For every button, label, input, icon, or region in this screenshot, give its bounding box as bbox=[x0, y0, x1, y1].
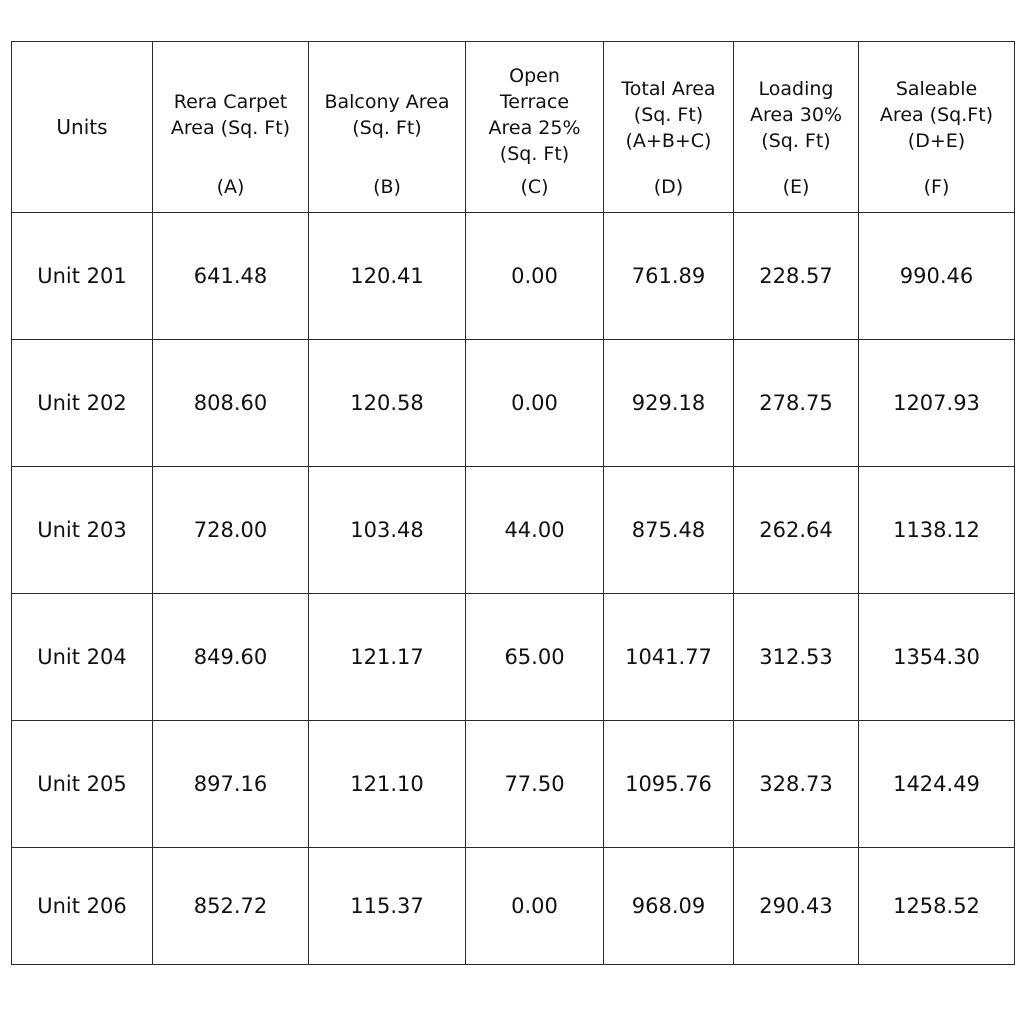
cell-loading-area: 262.64 bbox=[734, 467, 859, 594]
cell-open-terrace-area: 0.00 bbox=[466, 213, 604, 340]
cell-rera-carpet-area: 808.60 bbox=[153, 340, 309, 467]
table-row bbox=[12, 340, 1015, 467]
table-row bbox=[12, 594, 1015, 721]
header-label: Rera Carpet Area (Sq. Ft) bbox=[170, 91, 291, 139]
header-label: Balcony Area (Sq. Ft) bbox=[324, 91, 450, 139]
header-letter: (D) bbox=[653, 176, 684, 198]
cell-unit: Unit 203 bbox=[12, 467, 153, 594]
cell-balcony-area: 115.37 bbox=[309, 848, 466, 965]
cell-total-area: 761.89 bbox=[604, 213, 734, 340]
cell-loading-area: 228.57 bbox=[734, 213, 859, 340]
cell-open-terrace-area: 77.50 bbox=[466, 721, 604, 848]
header-loading-area bbox=[734, 42, 859, 213]
header-letter: (B) bbox=[373, 176, 401, 198]
cell-loading-area: 328.73 bbox=[734, 721, 859, 848]
cell-unit: Unit 206 bbox=[12, 848, 153, 965]
unit-area-table bbox=[11, 41, 1015, 965]
header-label: Saleable Area (Sq.Ft) (D+E) bbox=[879, 78, 994, 152]
cell-saleable-area: 1138.12 bbox=[859, 467, 1015, 594]
table-row bbox=[12, 467, 1015, 594]
cell-unit: Unit 205 bbox=[12, 721, 153, 848]
header-label: Loading Area 30% (Sq. Ft) bbox=[750, 78, 842, 152]
cell-unit: Unit 202 bbox=[12, 340, 153, 467]
header-row bbox=[12, 42, 1015, 213]
cell-total-area: 1095.76 bbox=[604, 721, 734, 848]
cell-total-area: 929.18 bbox=[604, 340, 734, 467]
cell-rera-carpet-area: 641.48 bbox=[153, 213, 309, 340]
cell-loading-area: 278.75 bbox=[734, 340, 859, 467]
header-letter: (F) bbox=[923, 176, 950, 198]
cell-open-terrace-area: 0.00 bbox=[466, 340, 604, 467]
header-balcony-area bbox=[309, 42, 466, 213]
cell-balcony-area: 120.41 bbox=[309, 213, 466, 340]
cell-rera-carpet-area: 849.60 bbox=[153, 594, 309, 721]
header-label: Open Terrace Area 25% (Sq. Ft) bbox=[488, 65, 581, 165]
header-label: Total Area (Sq. Ft) (A+B+C) bbox=[621, 78, 716, 152]
cell-loading-area: 312.53 bbox=[734, 594, 859, 721]
cell-saleable-area: 1424.49 bbox=[859, 721, 1015, 848]
cell-open-terrace-area: 65.00 bbox=[466, 594, 604, 721]
header-total-area bbox=[604, 42, 734, 213]
cell-saleable-area: 1258.52 bbox=[859, 848, 1015, 965]
cell-saleable-area: 1207.93 bbox=[859, 340, 1015, 467]
cell-rera-carpet-area: 897.16 bbox=[153, 721, 309, 848]
cell-unit: Unit 201 bbox=[12, 213, 153, 340]
cell-balcony-area: 103.48 bbox=[309, 467, 466, 594]
cell-open-terrace-area: 44.00 bbox=[466, 467, 604, 594]
cell-balcony-area: 121.17 bbox=[309, 594, 466, 721]
cell-balcony-area: 121.10 bbox=[309, 721, 466, 848]
header-letter: (C) bbox=[520, 176, 549, 198]
header-units bbox=[12, 42, 153, 213]
cell-unit: Unit 204 bbox=[12, 594, 153, 721]
header-saleable-area bbox=[859, 42, 1015, 213]
table-row bbox=[12, 213, 1015, 340]
cell-balcony-area: 120.58 bbox=[309, 340, 466, 467]
cell-saleable-area: 990.46 bbox=[859, 213, 1015, 340]
table-row bbox=[12, 848, 1015, 965]
cell-saleable-area: 1354.30 bbox=[859, 594, 1015, 721]
cell-total-area: 968.09 bbox=[604, 848, 734, 965]
cell-loading-area: 290.43 bbox=[734, 848, 859, 965]
cell-rera-carpet-area: 852.72 bbox=[153, 848, 309, 965]
header-rera-carpet-area bbox=[153, 42, 309, 213]
cell-open-terrace-area: 0.00 bbox=[466, 848, 604, 965]
cell-total-area: 1041.77 bbox=[604, 594, 734, 721]
cell-rera-carpet-area: 728.00 bbox=[153, 467, 309, 594]
cell-total-area: 875.48 bbox=[604, 467, 734, 594]
header-label: Units bbox=[56, 115, 108, 139]
table-row bbox=[12, 721, 1015, 848]
header-letter: (A) bbox=[216, 176, 245, 198]
header-open-terrace-area bbox=[466, 42, 604, 213]
header-letter: (E) bbox=[782, 176, 810, 198]
